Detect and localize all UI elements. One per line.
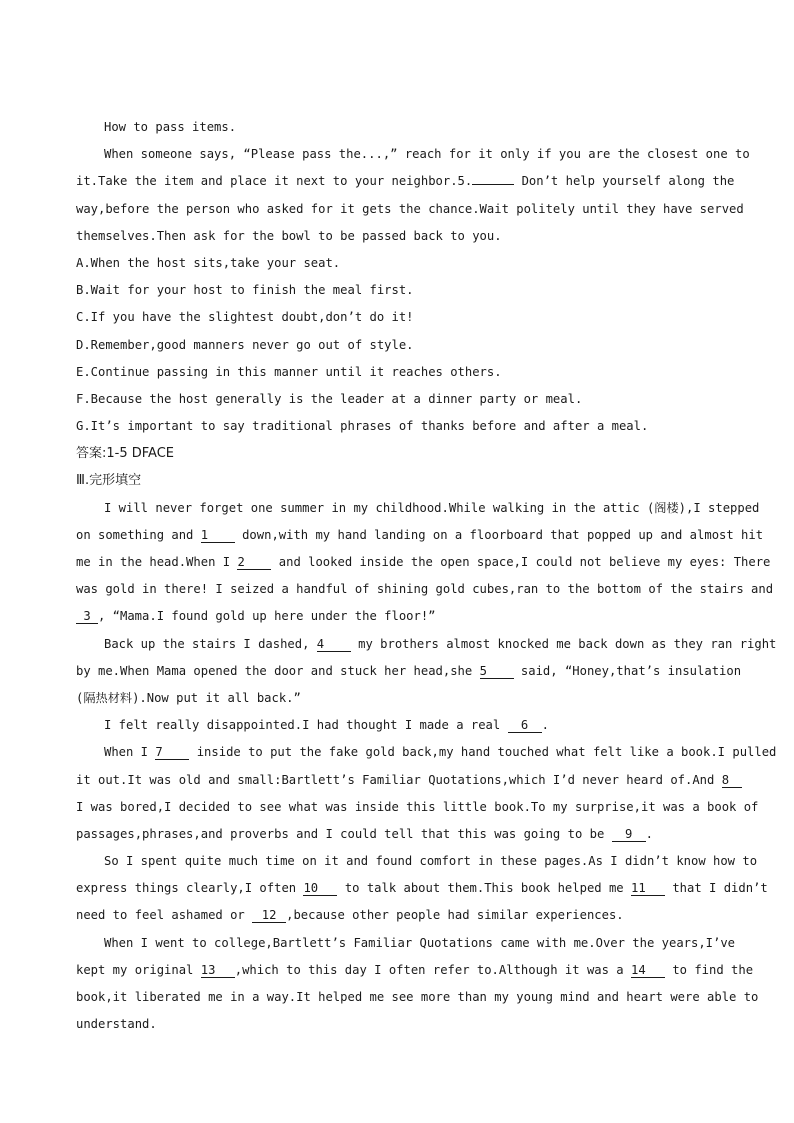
option-b: B.Wait for your host to finish the meal first.: [76, 283, 414, 298]
cloze-line: I will never forget one summer in my childhood.While walking in the attic (阁楼),I stepped: [104, 500, 760, 515]
cloze-line: passages,phrases,and proverbs and I could tell that this was going to be 9 .: [76, 826, 653, 841]
section-title: Ⅲ.完形填空: [76, 473, 142, 489]
cloze-blank: 11: [631, 881, 665, 896]
cloze-blank: 10: [303, 881, 337, 896]
answer-key: 答案:1-5 DFACE: [76, 446, 174, 462]
option-d: D.Remember,good manners never go out of style.: [76, 337, 414, 352]
cloze-blank: 9: [612, 827, 646, 842]
cloze-blank: 1: [201, 528, 235, 543]
cloze-blank: 2: [237, 555, 271, 570]
cloze-line: kept my original 13 ,which to this day I often refer to.Although it was a 14 to find the: [76, 962, 754, 977]
cloze-blank: 4: [317, 637, 351, 652]
cloze-blank: 14: [631, 963, 665, 978]
option-f: F.Because the host generally is the leader at a dinner party or meal.: [76, 391, 583, 406]
cloze-blank: 7: [155, 745, 189, 760]
cloze-line: by me.When Mama opened the door and stuck her head,she 5 said, “Honey,that’s insulation: [76, 663, 742, 678]
passage-line: When someone says, “Please pass the...,” reach for it only if you are the closest one to: [104, 147, 750, 162]
cloze-line: When I 7 inside to put the fake gold back,my hand touched what felt like a book.I pulled: [104, 745, 777, 760]
cloze-line: me in the head.When I 2 and looked inside the open space,I could not believe my eyes: There: [76, 555, 771, 569]
option-c: C.If you have the slightest doubt,don’t do it!: [76, 310, 414, 325]
cloze-line: I was bored,I decided to see what was inside this little book.To my surprise,it was a book of: [76, 799, 759, 814]
cloze-line: understand.: [76, 1017, 157, 1032]
passage-line: it.Take the item and place it next to your neighbor.5. Don’t help yourself along the: [76, 168, 719, 195]
option-a: A.When the host sits,take your seat.: [76, 255, 341, 270]
document-page: [76, 114, 777, 1038]
cloze-line: it out.It was old and small:Bartlett’s Familiar Quotations,which I’d never heard of.And 8: [76, 767, 719, 794]
cloze-blank: 3: [76, 609, 98, 624]
cloze-line: When I went to college,Bartlett’s Familiar Quotations came with me.Over the years,I’ve: [104, 935, 736, 950]
cloze-blank: 6: [508, 718, 542, 733]
passage-heading: How to pass items.: [104, 120, 237, 134]
cloze-blank: 13: [201, 963, 235, 978]
answer-blank-5: [472, 170, 514, 185]
cloze-line: (隔热材料).Now put it all back.”: [76, 690, 301, 705]
cloze-line: was gold in there! I seized a handful of shining gold cubes,ran to the bottom of the stairs and: [76, 582, 774, 597]
cloze-line: 3 , “Mama.I found gold up here under the floor!”: [76, 603, 719, 630]
cloze-line: So I spent quite much time on it and found comfort in these pages.As I didn’t know how to: [104, 854, 758, 869]
option-e: E.Continue passing in this manner until it reaches others.: [76, 364, 502, 379]
passage-line: themselves.Then ask for the bowl to be passed back to you.: [76, 228, 502, 243]
cloze-line: express things clearly,I often 10 to talk about them.This book helped me 11 that I didn’t: [76, 881, 768, 896]
cloze-line: book,it liberated me in a way.It helped me see more than my young mind and heart were able to: [76, 990, 759, 1004]
cloze-line: Back up the stairs I dashed, 4 my brothers almost knocked me back down as they ran right: [104, 636, 777, 651]
cloze-blank: 5: [480, 664, 514, 679]
option-g: G.It’s important to say traditional phrases of thanks before and after a meal.: [76, 419, 649, 434]
cloze-blank: 12: [252, 908, 286, 923]
cloze-line: I felt really disappointed.I had thought I made a real 6 .: [104, 718, 549, 733]
cloze-line: need to feel ashamed or 12 ,because other people had similar experiences.: [76, 908, 624, 923]
cloze-line: on something and 1 down,with my hand landing on a floorboard that popped up and almost hit: [76, 527, 764, 542]
cloze-blank: 8: [722, 773, 742, 788]
passage-line: way,before the person who asked for it gets the chance.Wait politely until they have served: [76, 201, 744, 216]
